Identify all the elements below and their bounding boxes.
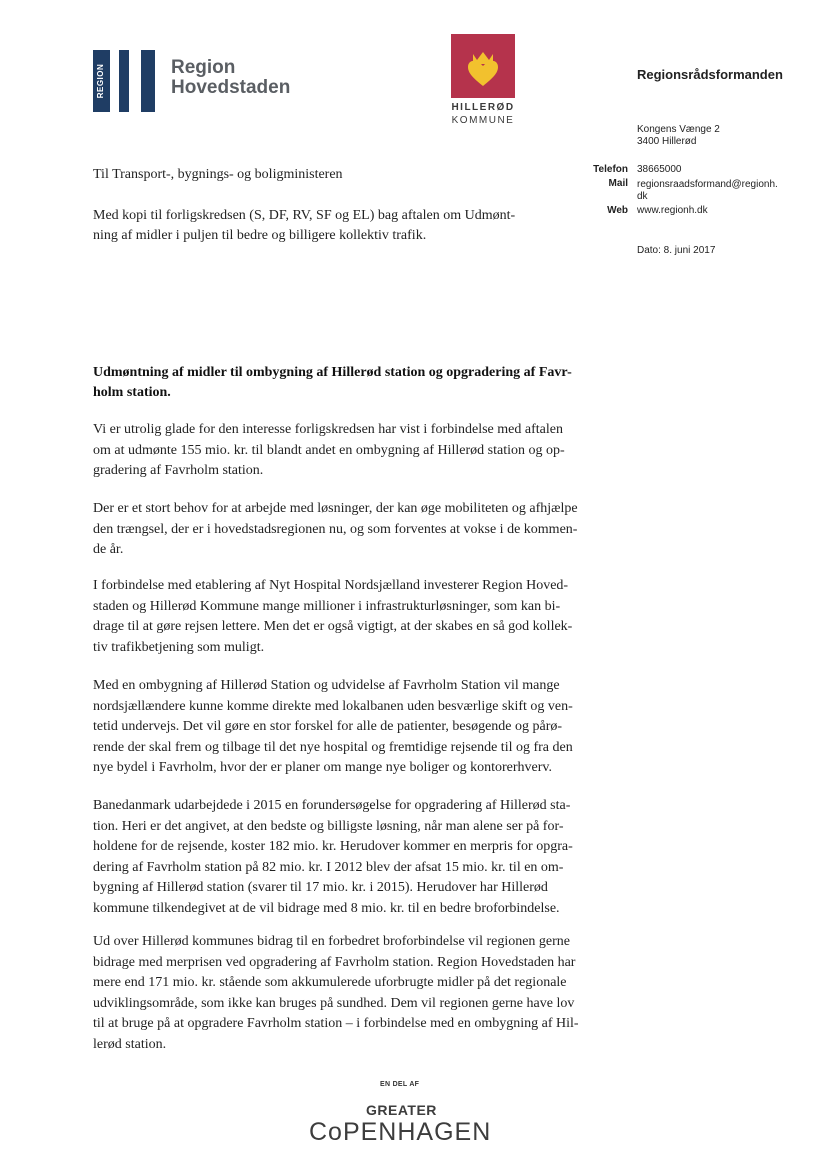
heading-line1: Udmøntning af midler til ombygning af Hillerød station og opgradering af Favr- [93, 365, 572, 380]
paragraph-line: gradering af Favrholm station. [93, 463, 264, 478]
paragraph-6 [93, 932, 625, 1055]
web-value[interactable]: www.regionh.dk [637, 205, 708, 216]
hilleroed-kommune-label: KOMMUNE [451, 115, 515, 126]
heading-line2: holm station. [93, 385, 171, 400]
paragraph-line: holdene for de rejsende, koster 182 mio. kr. Herudover kommer en merpris for opgra- [93, 839, 573, 854]
letter-heading [93, 363, 623, 403]
mail-value-line2: dk [637, 191, 648, 202]
paragraph-line: I forbindelse med etablering af Nyt Hospital Nordsjælland investerer Region Hoved- [93, 578, 569, 593]
paragraph-line: udviklingsområde, som ikke kan bruges på sundhed. Dem vil regionen gerne have lov [93, 995, 575, 1011]
paragraph-line: nordsjællændere kunne komme direkte med lokalbanen uden besværlige skift og ven- [93, 698, 573, 714]
phone-value: 38665000 [637, 164, 682, 175]
paragraph-line: til at bruge på at opgradere Favrholm station – i forbindelse med en ombygning af Hil- [93, 1016, 579, 1031]
address-line1: Kongens Vænge 2 [637, 124, 720, 135]
paragraph-1 [93, 420, 625, 482]
paragraph-line: tion. Heri er det angivet, at den bedste og billigste løsning, når man alene ser på for- [93, 818, 564, 834]
paragraph-line: tiv trafikbetjening som muligt. [93, 639, 265, 655]
paragraph-line: nye bydel i Favrholm, hvor der er planer om mange nye boliger og kontorerhverv. [93, 760, 553, 775]
paragraph-line: de år. [93, 542, 124, 557]
paragraph-line: Med en ombygning af Hillerød Station og udvidelse af Favrholm Station vil mange [93, 678, 560, 693]
paragraph-line: mere end 171 mio. kr. stående som akkumulerede uforbrugte midler på det regionale [93, 975, 567, 990]
hilleroed-name: HILLERØD [451, 102, 515, 113]
region-name-line1: Region [171, 57, 236, 78]
paragraph-line: tetid undervejs. Det vil gøre en stor forskel for alle de patienter, besøgende og pårø- [93, 719, 563, 734]
mail-label: Mail [608, 178, 628, 189]
web-label: Web [607, 205, 628, 216]
paragraph-line: Der er et stort behov for at arbejde med løsninger, der kan øge mobiliteten og afhjælpe [93, 501, 578, 516]
paragraph-2 [93, 499, 625, 561]
hilleroed-shield [451, 34, 515, 98]
paragraph-line: Banedanmark udarbejdede i 2015 en forundersøgelse for opgradering af Hillerød sta- [93, 798, 571, 813]
paragraph-line: drage til at gøre rejsen lettere. Men det er også vigtigt, at der skabes en så god kollek- [93, 619, 573, 634]
paragraph-3 [93, 576, 625, 658]
recipient-cc-line1: Med kopi til forligskredsen (S, DF, RV, SF og EL) bag aftalen om Udmønt- [93, 208, 516, 223]
recipient-cc [93, 206, 573, 246]
recipient-cc-line2: ning af midler i puljen til bedre og billigere kollektiv trafik. [93, 228, 427, 243]
paragraph-line: dering af Favrholm station på 82 mio. kr. I 2012 blev der afsat 15 mio. kr. til en om- [93, 859, 564, 875]
paragraph-line: bygning af Hillerød station (svarer til 17 mio. kr. i 2015). Herudover har Hillerød [93, 880, 548, 895]
paragraph-line: den trængsel, der er i hovedstadsregionen nu, og som forventes at vokse i de kommen- [93, 521, 578, 537]
paragraph-4 [93, 676, 625, 779]
footer-copenhagen: CoPENHAGEN [309, 1118, 492, 1146]
footer-part-of: EN DEL AF [380, 1081, 420, 1088]
paragraph-5 [93, 796, 625, 919]
sender-title: Regionsrådsformanden [637, 67, 783, 82]
footer-greater: GREATER [366, 1102, 437, 1118]
recipient-to: Til Transport-, bygnings- og boligministeren [93, 167, 343, 182]
paragraph-line: om at udmønte 155 mio. kr. til blandt andet en ombygning af Hillerød station og op- [93, 442, 565, 458]
hilleroed-kommune-logo [448, 34, 518, 130]
region-name-line2: Hovedstaden [171, 77, 291, 98]
address-line2: 3400 Hillerød [637, 136, 697, 147]
paragraph-line: rende der skal frem og tilbage til det nye hospital og fremtidige rejsende til og fra den [93, 739, 573, 755]
paragraph-line: lerød station. [93, 1036, 167, 1052]
region-name [171, 58, 290, 98]
region-vertical-text: REGION [96, 63, 105, 99]
paragraph-line: kommune tilkendegivet at de vil bidrage med 8 mio. kr. til en bedre broforbindelse. [93, 900, 560, 916]
crown-heart-icon [451, 34, 515, 98]
region-hovedstaden-logo [93, 50, 293, 112]
sender-address [637, 124, 720, 148]
paragraph-line: staden og Hillerød Kommune mange millioner i infrastrukturløsninger, som kan bi- [93, 598, 561, 614]
mail-value[interactable] [637, 179, 778, 203]
paragraph-line: Vi er utrolig glade for den interesse forligskredsen har vist i forbindelse med aftalen [93, 422, 563, 437]
letter-date: Dato: 8. juni 2017 [637, 245, 716, 256]
phone-label: Telefon [593, 164, 628, 175]
mail-value-line1: regionsraadsformand@regionh. [637, 179, 778, 190]
paragraph-line: bidrage med merprisen ved opgradering af Favrholm station. Region Hovedstaden har [93, 954, 576, 970]
paragraph-line: Ud over Hillerød kommunes bidrag til en forbedret broforbindelse vil regionen gerne [93, 934, 571, 949]
